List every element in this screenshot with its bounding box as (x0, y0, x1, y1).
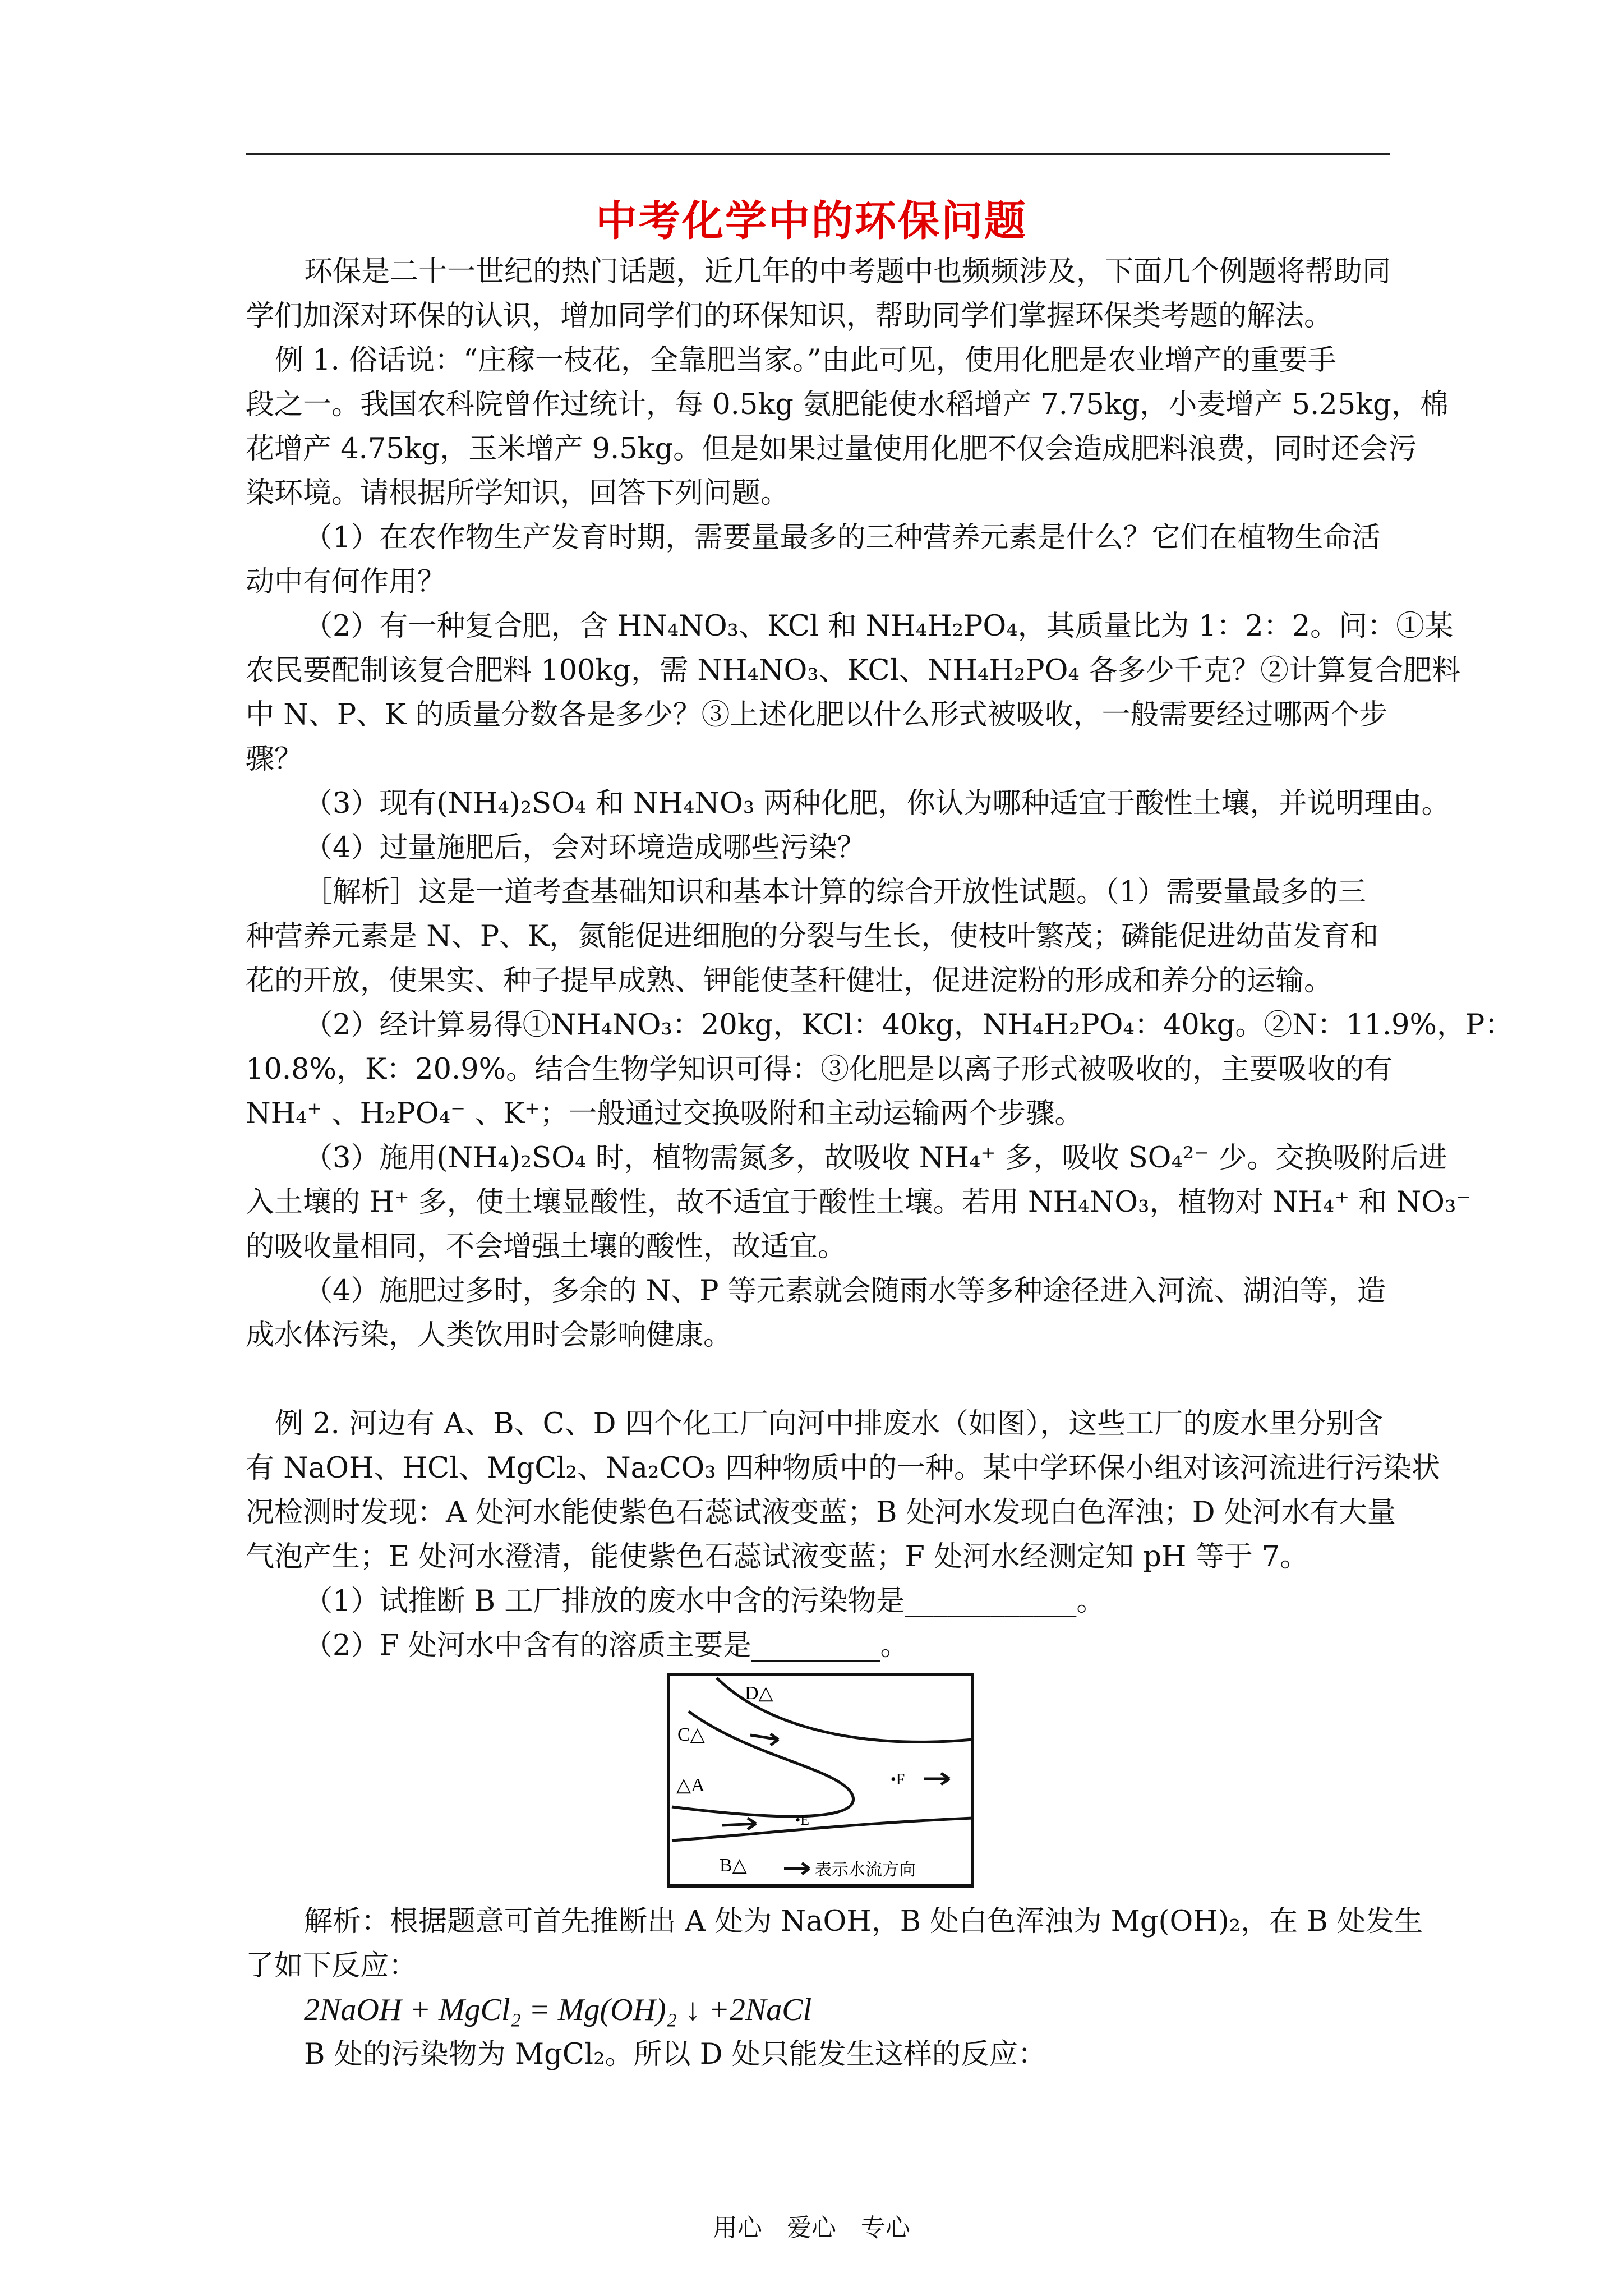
label-c: C△ (677, 1724, 705, 1745)
text-line: 农民要配制该复合肥料 100kg，需 NH₄NO₃、KCl、NH₄H₂PO₄ 各多少千克？②计算复合肥料 (246, 654, 1461, 687)
text-line: B 处的污染物为 MgCl₂。所以 D 处只能发生这样的反应： (304, 2038, 1046, 2071)
label-d: D△ (745, 1683, 773, 1704)
page-footer: 用心 爱心 专心 (713, 2214, 910, 2242)
label-b: B△ (720, 1855, 747, 1876)
text-line: 例 1. 俗话说：“庄稼一枝花，全靠肥当家。”由此可见，使用化肥是农业增产的重要手 (275, 344, 1336, 377)
legend-text: 表示水流方向 (815, 1860, 916, 1880)
text-line: 解析：根据题意可首先推断出 A 处为 NaOH，B 处白色浑浊为 Mg(OH)₂，在 B 处发生 (304, 1905, 1423, 1938)
text-line: 花增产 4.75kg，玉米增产 9.5kg。但是如果过量使用化肥不仅会造成肥料浪费，同时还会污 (246, 432, 1417, 466)
text-line: 学们加深对环保的认识，增加同学们的环保知识，帮助同学们掌握环保类考题的解法。 (246, 300, 1333, 333)
text-line: （1）试推断 B 工厂排放的废水中含的污染物是____________。 (304, 1585, 1105, 1618)
text-line: 例 2. 河边有 A、B、C、D 四个化工厂向河中排废水（如图），这些工厂的废水里分别含 (275, 1407, 1384, 1441)
text-line: 有 NaOH、HCl、MgCl₂、Na₂CO₃ 四种物质中的一种。某中学环保小组对该河流进行污染状 (246, 1452, 1440, 1485)
text-line: （3）现有(NH₄)₂SO₄ 和 NH₄NO₃ 两种化肥，你认为哪种适宜于酸性土壤，并说明理由。 (304, 787, 1450, 820)
text-line: 中 N、P、K 的质量分数各是多少？③上述化肥以什么形式被吸收，一般需要经过哪两个步 (246, 698, 1388, 731)
equation-line: 2NaOH + MgCl₂ = Mg(OH)₂ ↓ +2NaCl (304, 1993, 812, 2027)
label-f: •F (891, 1771, 905, 1788)
river-diagram-svg (666, 1672, 975, 1888)
text-line: ［解析］这是一道考查基础知识和基本计算的综合开放性试题。（1）需要量最多的三 (304, 876, 1366, 909)
text-block-solution (246, 1899, 1423, 2077)
text-line: 况检测时发现：A 处河水能使紫色石蕊试液变蓝；B 处河水发现白色浑浊；D 处河水有大量 (246, 1496, 1396, 1529)
text-line: （2）经计算易得①NH₄NO₃：20kg，KCl：40kg，NH₄H₂PO₄：40kg。②N：11.9%，P： (304, 1009, 1514, 1042)
text-line: （3）施用(NH₄)₂SO₄ 时，植物需氮多，故吸收 NH₄⁺ 多，吸收 SO₄²⁻ 少。交换吸附后进 (304, 1142, 1447, 1175)
page-title: 中考化学中的环保问题 (596, 197, 1027, 245)
label-a: △A (676, 1775, 705, 1796)
text-line: 种营养元素是 N、P、K，氮能促进细胞的分裂与生长，使枝叶繁茂；磷能促进幼苗发育和 (246, 920, 1379, 953)
label-e: •E (795, 1812, 809, 1828)
text-line: 了如下反应： (246, 1949, 418, 1982)
text-line: （1）在农作物生产发育时期，需要量最多的三种营养元素是什么？它们在植物生命活 (304, 521, 1381, 554)
text-line: 成水体污染，人类饮用时会影响健康。 (246, 1319, 732, 1352)
document-body (246, 250, 1514, 2077)
text-line: NH₄⁺ 、H₂PO₄⁻ 、K⁺；一般通过交换吸附和主动运输两个步骤。 (246, 1097, 1083, 1130)
text-line: 入土壤的 H⁺ 多，使土壤显酸性，故不适宜于酸性土壤。若用 NH₄NO₃，植物对 NH₄⁺ 和 NO₃⁻ (246, 1186, 1472, 1219)
text-block-examples (246, 250, 1514, 1668)
text-line: 动中有何作用？ (246, 565, 446, 599)
text-line: （2）F 处河水中含有的溶质主要是_________。 (304, 1629, 909, 1662)
text-line: 段之一。我国农科院曾作过统计，每 0.5kg 氨肥能使水稻增产 7.75kg，小麦增产 5.25kg，棉 (246, 388, 1449, 421)
text-line: （4）过量施肥后，会对环境造成哪些污染？ (304, 831, 866, 864)
river-diagram (666, 1672, 975, 1888)
text-line: 花的开放，使果实、种子提早成熟、钾能使茎秆健壮，促进淀粉的形成和养分的运输。 (246, 964, 1333, 997)
text-line: （2）有一种复合肥，含 HN₄NO₃、KCl 和 NH₄H₂PO₄，其质量比为 1：2：2。问：①某 (304, 610, 1454, 643)
blank-line (246, 1358, 1390, 1402)
text-line: 10.8%，K：20.9%。结合生物学知识可得：③化肥是以离子形式被吸收的，主要吸收的有 (246, 1053, 1393, 1086)
text-line: 染环境。请根据所学知识，回答下列问题。 (246, 477, 790, 510)
text-line: 的吸收量相同，不会增强土壤的酸性，故适宜。 (246, 1230, 847, 1263)
text-line: 气泡产生；E 处河水澄清，能使紫色石蕊试液变蓝；F 处河水经测定知 pH 等于 7。 (246, 1540, 1309, 1573)
header-rule (246, 153, 1390, 155)
text-line: 骤？ (246, 743, 303, 776)
text-line: 环保是二十一世纪的热门话题，近几年的中考题中也频频涉及，下面几个例题将帮助同 (304, 255, 1391, 288)
text-line: （4）施肥过多时，多余的 N、P 等元素就会随雨水等多种途径进入河流、湖泊等，造 (304, 1274, 1386, 1308)
